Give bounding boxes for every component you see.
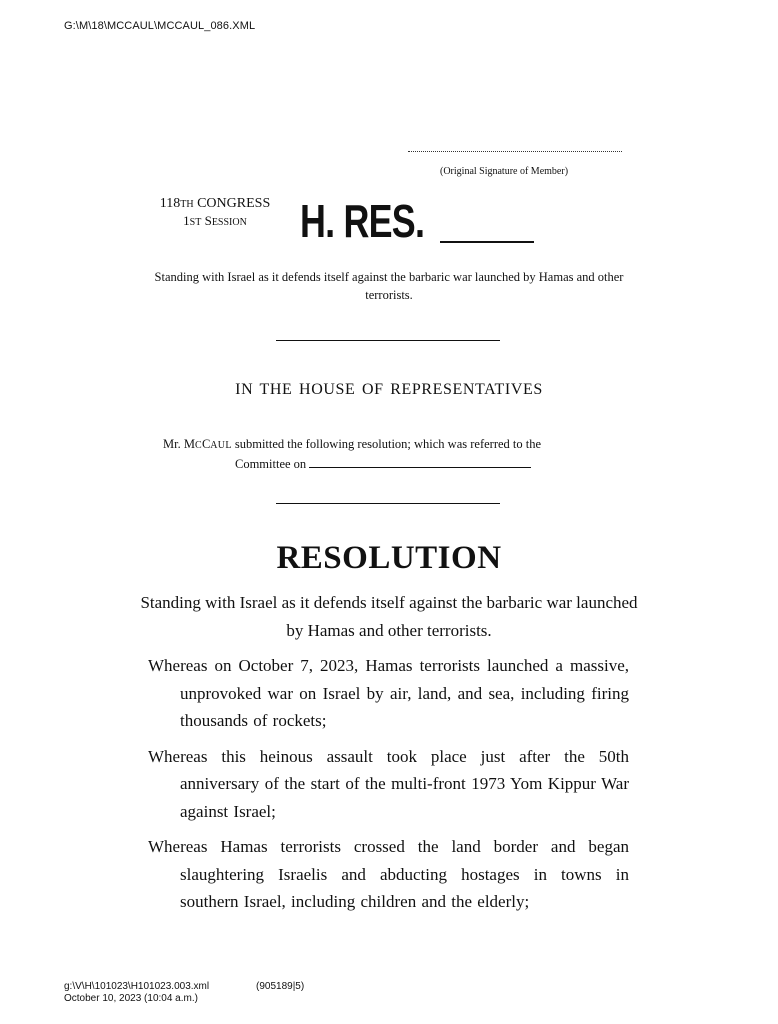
- submission-line-2: [163, 455, 633, 474]
- whereas-clauses: [148, 652, 629, 924]
- whereas-clause: Whereas Hamas terrorists crossed the land border and began slaughtering Israelis and abducting hostages in towns in southern Israel, including children and the elderly;: [148, 837, 629, 911]
- divider-rule: [276, 340, 500, 341]
- session-initial: S: [201, 213, 212, 228]
- committee-label: Committee on: [235, 457, 310, 471]
- whereas-clause: Whereas this heinous assault took place just after the 50th anniversary of the start of the multi-front 1973 Yom Kippur War against Israel;: [148, 746, 629, 821]
- footer-date: October 10, 2023 (10:04 a.m.): [64, 993, 198, 1004]
- committee-blank: [309, 457, 531, 468]
- resolution-heading: RESOLUTION: [276, 540, 502, 576]
- congress-label: [145, 195, 285, 213]
- divider-rule: [276, 503, 500, 504]
- signature-caption: (Original Signature of Member): [440, 166, 569, 177]
- submission-statement: [163, 435, 633, 474]
- chamber-heading: IN THE HOUSE OF REPRESENTATIVES: [235, 381, 543, 398]
- whereas-clause: Whereas on October 7, 2023, Hamas terrorists launched a massive, unprovoked war on Israel by air, land, and sea, including firing thousands of rockets;: [148, 656, 629, 730]
- bill-type-label: H. RES.: [300, 195, 425, 247]
- footer-file-path: g:\V\H\101023\H101023.003.xml: [64, 981, 210, 992]
- congress-ordinal-suffix: TH: [180, 199, 194, 210]
- session-ordinal-suffix: ST: [189, 217, 202, 228]
- submission-line-1: [163, 435, 633, 455]
- congress-word: CONGRESS: [193, 196, 271, 211]
- session-label: [145, 213, 285, 229]
- submission-text: submitted the following resolution; which was referred to the: [231, 437, 542, 451]
- session-word-rest: ESSION: [211, 217, 247, 228]
- bill-number-blank: [440, 241, 534, 243]
- short-title: Standing with Israel as it defends itself against the barbaric war launched by Hamas and other terrorists.: [154, 270, 624, 302]
- signature-line: [408, 151, 622, 152]
- session-number: 1: [183, 213, 190, 228]
- member-name-sc-c: C: [194, 440, 202, 451]
- footer-document-code: (905189|5): [256, 981, 305, 992]
- member-prefix: Mr. M: [163, 437, 195, 451]
- official-title: Standing with Israel as it defends itself against the barbaric war launched by Hamas and other terrorists.: [140, 593, 638, 640]
- file-path-header: G:\M\18\MCCAUL\MCCAUL_086.XML: [64, 20, 256, 32]
- member-name-c: C: [201, 437, 211, 451]
- member-name-sc-aul: AUL: [210, 440, 232, 451]
- congress-number: 118: [159, 196, 181, 211]
